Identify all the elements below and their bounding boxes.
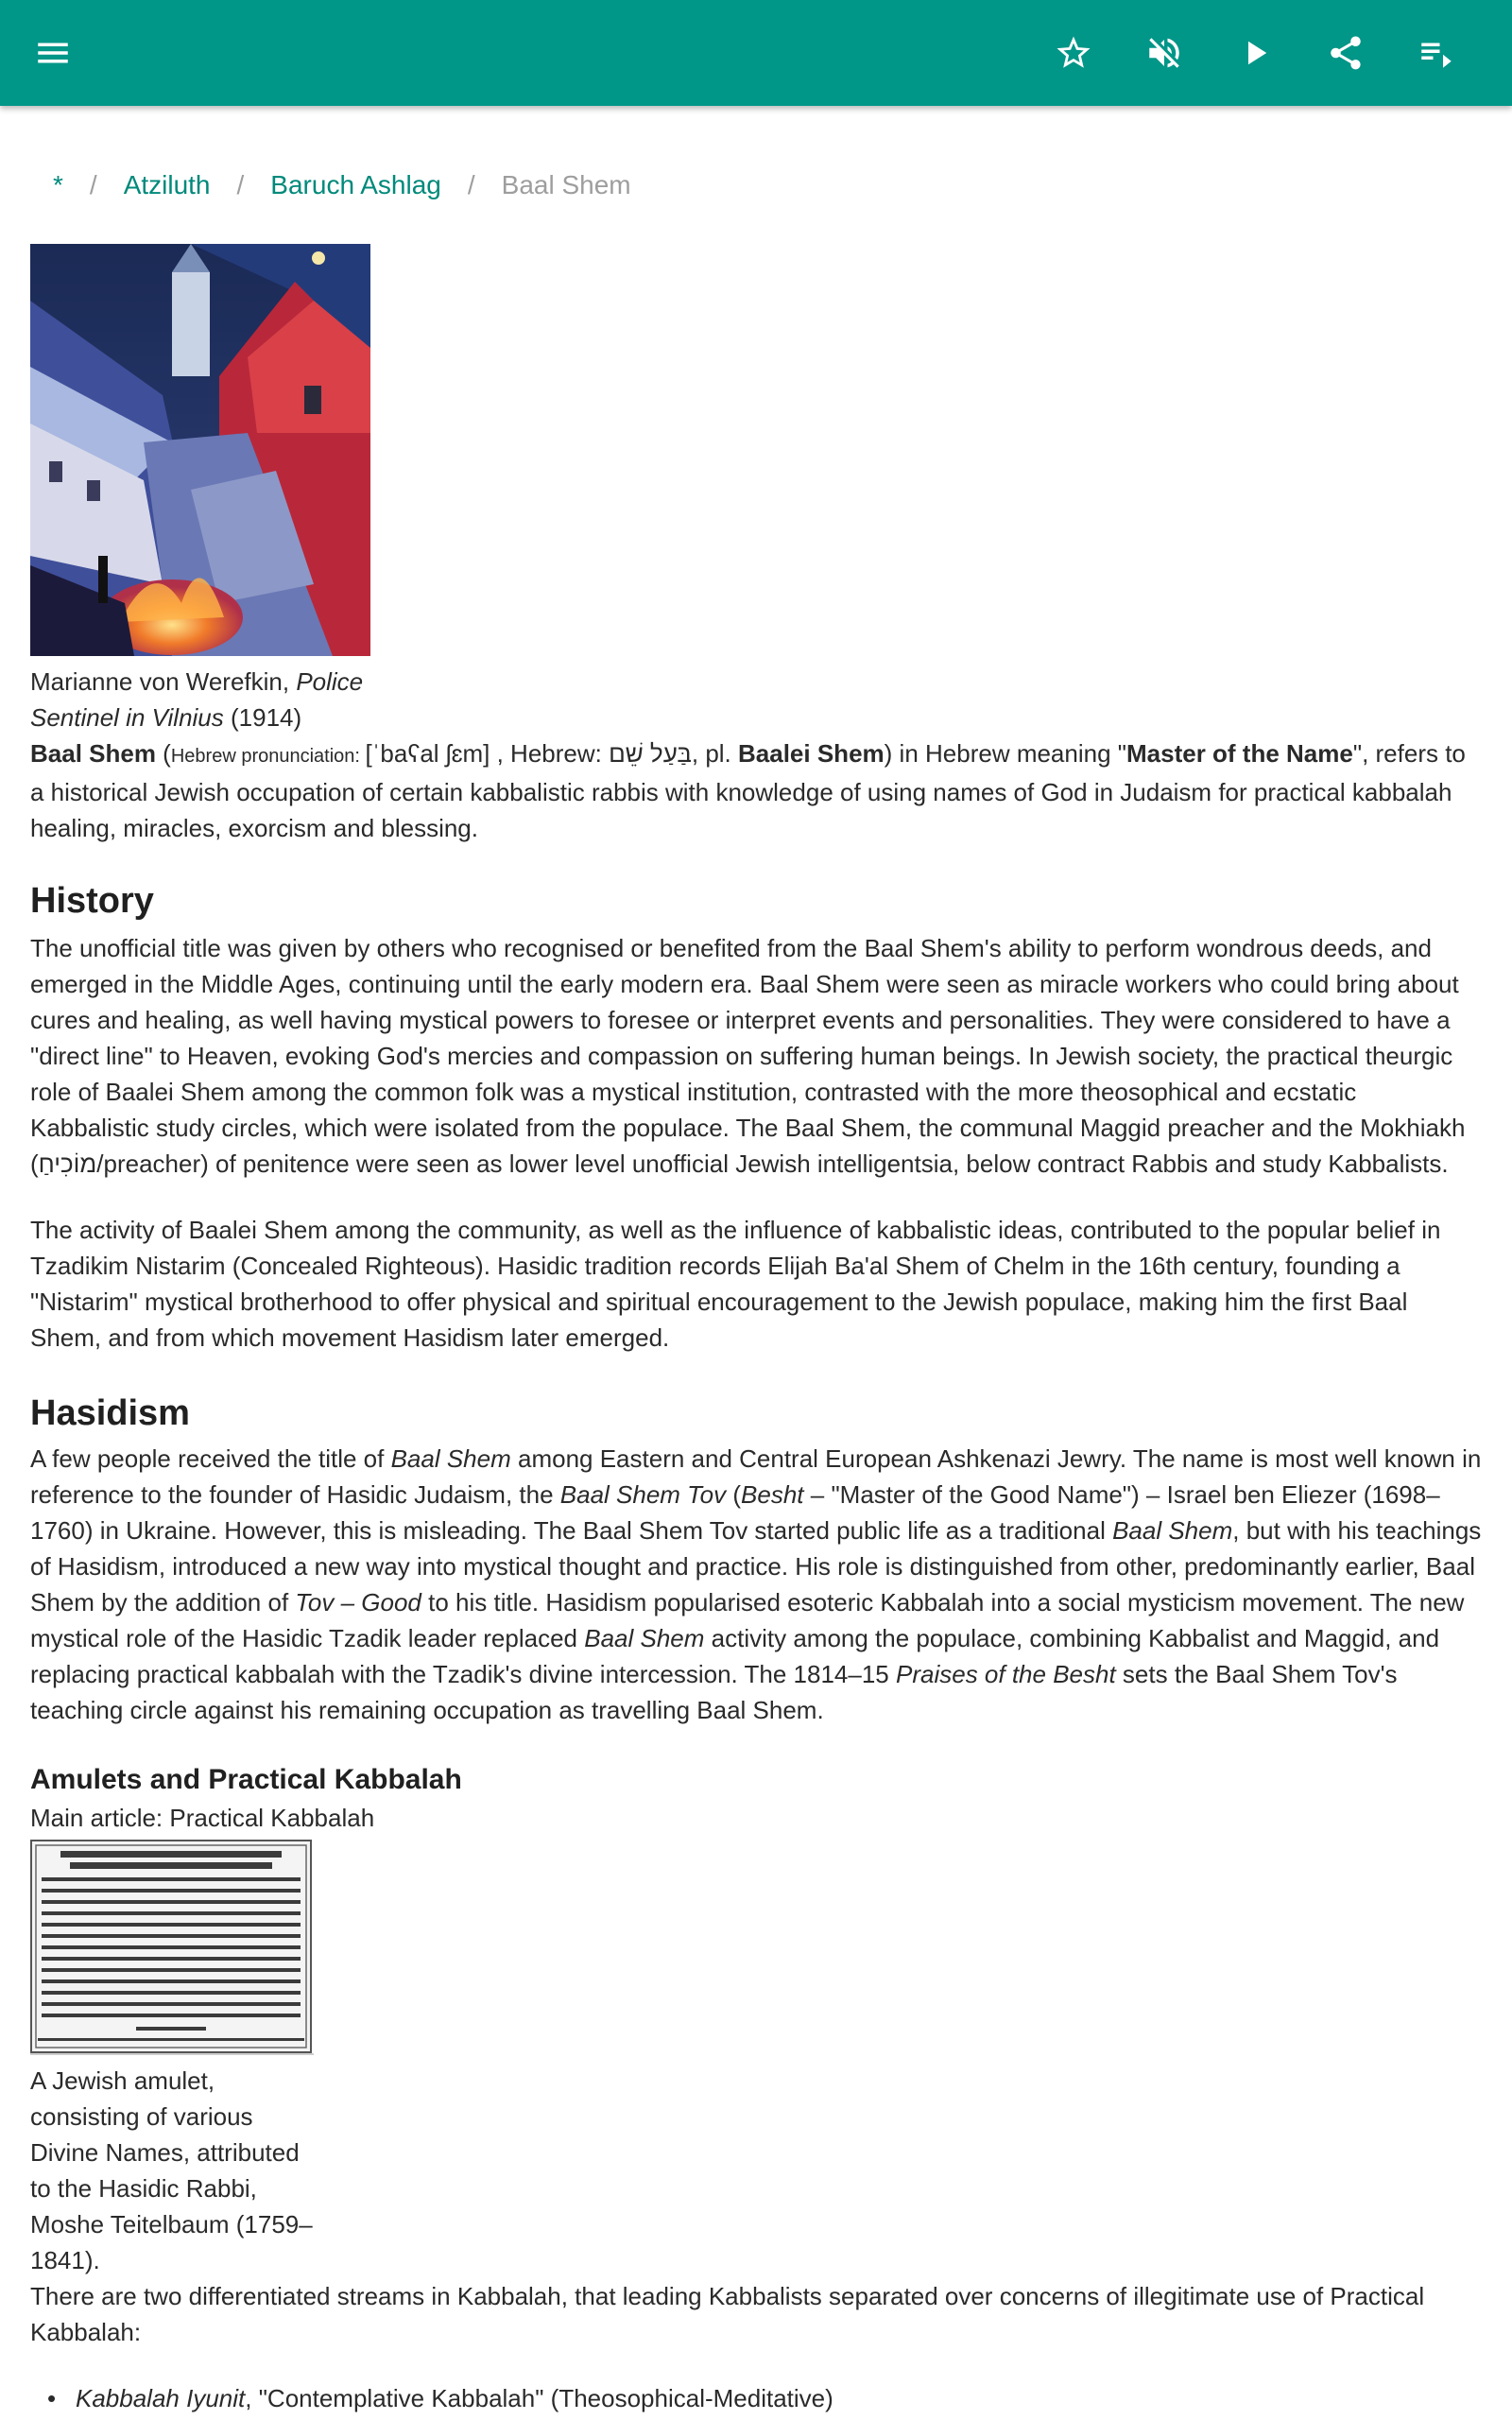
pronunciation-label[interactable]: Hebrew pronunciation: <box>170 746 366 767</box>
term-baal-shem: Baal Shem <box>30 739 156 768</box>
history-paragraph-2: The activity of Baalei Shem among the community, as well as the influence of kabbalistic ideas, contributed to the popular belief in Tzadikim Nistarim (Concealed Righteous). Hasidic tradition records Elijah Ba'al Shem of Chelm in the 16th century, founding a "Nistarim" mystical brotherhood to offer physical and spiritual encouragement to the Jewish populace, making him the first Baal Shem, and from which movement Hasidism later emerged. <box>30 1216 1441 1352</box>
play-icon[interactable] <box>1227 25 1283 81</box>
hasidism-paragraph: A few people received the title of Baal Shem among Eastern and Central European Ashkenazi Jewry. The name is most well known in reference to the founder of Hasidic Judaism, the Baal Shem Tov (Besht – "Master of the Good Name") – Israel ben Eliezer (1698–1760) in Ukraine. However, this is misleading. The Baal Shem Tov started public life as a traditional Baal Shem, but with his teachings of Hasidism, introduced a new way into mystical thought and practice. His role is distinguished from other, predominantly earlier, Baal Shem by the addition of Tov – Good to his title. Hasidism popularised esoteric Kabbalah into a social mysticism movement. The new mystical role of the Hasidic Tzadik leader replaced Baal Shem activity among the populace, combining Kabbalist and Maggid, and replacing practical kabbalah with the Tzadik's divine intercession. The 1814–15 Praises of the Besht sets the Baal Shem Tov's teaching circle against his remaining occupation as travelling Baal Shem. <box>30 1444 1482 1724</box>
intro-paragraph: Baal Shem (Hebrew pronunciation: [ˈbaʕal ʃɛm] , Hebrew: בַּעַל שֵׁם, pl. Baalei Shem) in Hebrew meaning "Master of the Name", refers to a historical Jewish occupation of certain kabbalistic rabbis with knowledge of using names of God in Judaism for practical kabbalah healing, miracles, exorcism and blessing. <box>30 739 1466 842</box>
app-bar <box>0 0 1512 106</box>
breadcrumb-baruch-ashlag[interactable]: Baruch Ashlag <box>270 170 441 199</box>
breadcrumb-separator: / <box>467 170 475 199</box>
amulets-paragraph: There are two differentiated streams in Kabbalah, that leading Kabbalists separated over concerns of illegitimate use of Practical Kabbalah: <box>30 2282 1425 2346</box>
breadcrumb-atziluth[interactable]: Atziluth <box>123 170 211 199</box>
menu-icon[interactable] <box>25 25 81 81</box>
kabbalah-streams-list <box>30 2380 1482 2416</box>
history-paragraph-1: The unofficial title was given by others who recognised or benefited from the Baal Shem's ability to perform wondrous deeds, and emerged in the Middle Ages, continuing until the early modern era. Baal Shem were seen as miracle workers who could bring about cures and healing, as well having mystical powers to foresee or interpret events and personalities. They were considered to have a "direct line" to Heaven, evoking God's mercies and compassion on suffering human beings. In Jewish society, the practical theurgic role of Baalei Shem among the common folk was a mystical institution, contrasted with the more theosophical and ecstatic Kabbalistic study circles, which were isolated from the populace. The Baal Shem, the communal Maggid preacher and the Mokhiakh (מוֹכִיחַ/preacher) of penitence were seen as lower level unofficial Jewish intelligentsia, below contract Rabbis and study Kabbalists. <box>30 934 1466 1178</box>
playlist-icon[interactable] <box>1408 25 1465 81</box>
star-outline-icon[interactable] <box>1045 25 1102 81</box>
amulet-caption: A Jewish amulet, consisting of various Divine Names, attributed to the Hasidic Rabbi, Moshe Teitelbaum (1759–1841). <box>30 2066 313 2274</box>
share-icon[interactable] <box>1317 25 1374 81</box>
main-article-link[interactable]: Main article: Practical Kabbalah <box>30 1804 375 1832</box>
volume-off-icon[interactable] <box>1136 25 1193 81</box>
hasidism-heading: Hasidism <box>30 1393 190 1433</box>
painting-image[interactable] <box>30 244 370 656</box>
amulets-heading: Amulets and Practical Kabbalah <box>30 1764 462 1795</box>
breadcrumb-separator: / <box>89 170 97 199</box>
breadcrumb-current: Baal Shem <box>501 170 631 199</box>
amulet-image[interactable] <box>30 1840 312 2053</box>
breadcrumb-separator: / <box>236 170 245 199</box>
painting-caption: Marianne von Werefkin, Police Sentinel in Vilnius (1914) <box>30 667 364 732</box>
history-heading: History <box>30 881 154 921</box>
image-divider <box>30 2053 314 2055</box>
list-item: • Kabbalah Iyunit, "Contemplative Kabbalah" (Theosophical-Meditative) <box>30 2380 1482 2416</box>
breadcrumb-home[interactable]: * <box>53 170 63 199</box>
breadcrumb <box>53 170 631 200</box>
